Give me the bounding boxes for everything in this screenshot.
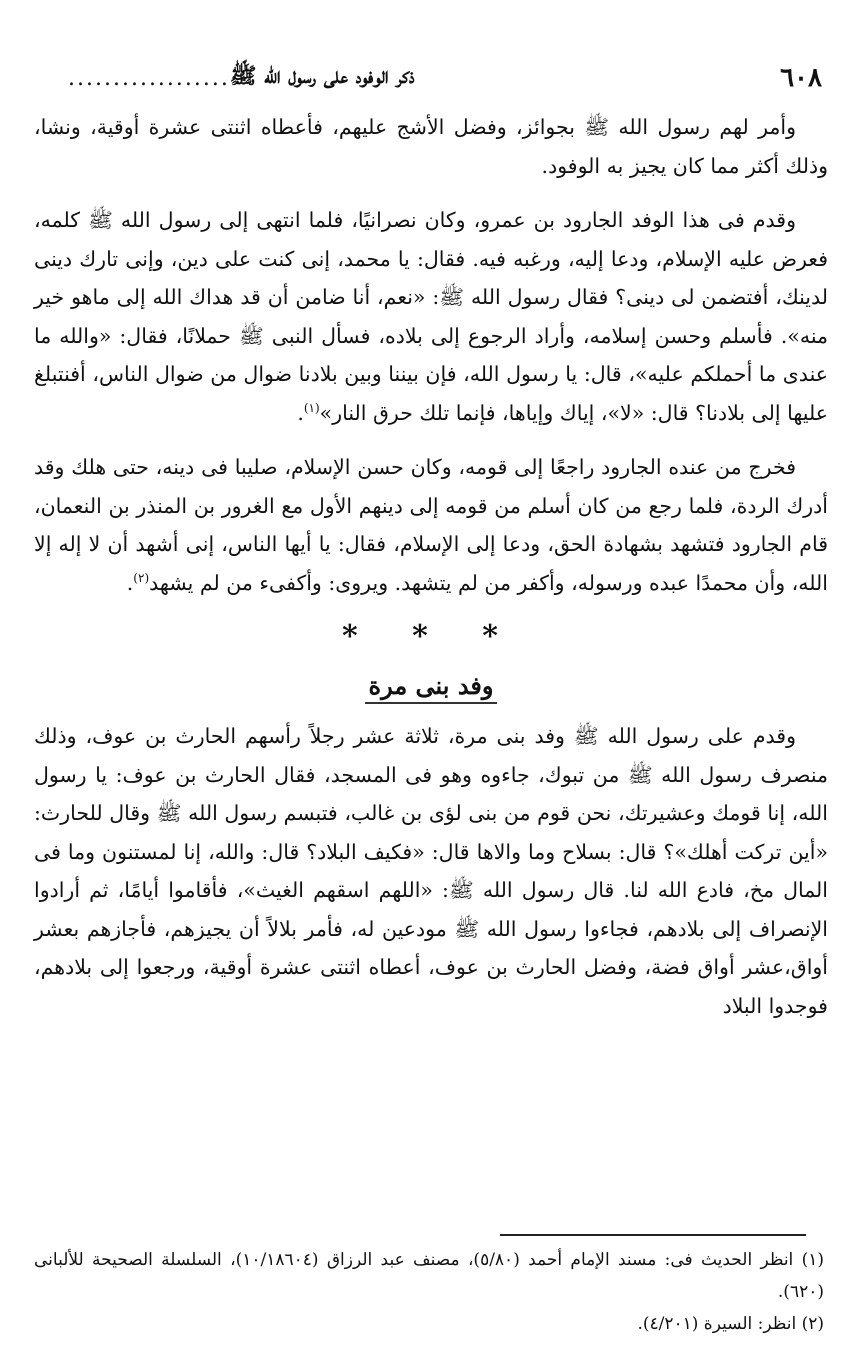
footnote-2: (٢) انظر: السيرة (٤/٢٠١). [637, 1314, 824, 1334]
paragraph-3 [34, 448, 828, 602]
sentence-end: . [297, 400, 304, 425]
page-header [62, 58, 822, 98]
section-title [34, 667, 828, 706]
footnote-separator [500, 1234, 806, 1236]
leader-dots: .................. [68, 65, 230, 91]
section-title-text: وفد بنى مرة [365, 671, 498, 704]
paragraph-2-text: وقدم فى هذا الوفد الجارود بن عمرو، وكان نصرانيًا، فلما انتهى إلى رسول الله ﷺ كلمه، فعرض عليه الإسلام، ودعا إليه، ورغبه فيه. فقال: يا محمد، إنى كنت على دين، وإنى تارك دينى لدينك، أفتضمن لى دينى؟ فقال رسول الله ﷺ: «نعم، أنا ضامن أن قد هداك الله إلى ماهو خير منه». فأسلم وحسن إسلامه، وأراد الرجوع إلى بلاده، فسأل النبى ﷺ حملانًا، فقال: «والله ما عندى ما أحملكم عليه»، قال: يا رسول الله، فإن بيننا وبين بلادنا ضوال من ضوال الناس، أفنتبلغ عليها إلى بلادنا؟ قال: «لا»، إياك وإياها، فإنما تلك حرق النار» [34, 208, 828, 425]
sentence-end: . [126, 570, 134, 595]
paragraph-2 [34, 201, 828, 432]
section-divider-stars: * * * [342, 619, 520, 654]
running-title-text: ذكر الوفود على رسول الله ﷺ [229, 63, 415, 89]
paragraph-4 [34, 717, 828, 1025]
paragraph-4-text: وقدم على رسول الله ﷺ وفد بنى مرة، ثلاثة عشر رجلاً رأسهم الحارث بن عوف، وذلك منصرف رسول الله ﷺ من تبوك، جاءوه وهو فى المسجد، فقال الحارث بن عوف: يا رسول الله، إنا قومك وعشيرتك، نحن قوم من بنى لؤى بن غالب، فتبسم رسول الله ﷺ وقال للحارث: «أين تركت أهلك»؟ قال: بسلاح وما والاها قال: «فكيف البلاد؟ قال: والله، إنا لمستنون وما فى المال مخ، فادع الله لنا. قال رسول الله ﷺ: «اللهم اسقهم الغيث»، فأقاموا أيامًا، ثم أرادوا الإنصراف إلى بلادهم، فجاءوا رسول الله ﷺ مودعين له، فأمر بلالاً أن يجيزهم، فأجازهم بعشر أواق،عشر أواق فضة، وفضل الحارث بن عوف، أعطاه اثنتى عشرة أوقية، ورجعوا إلى بلادهم، فوجدوا البلاد [34, 724, 828, 1018]
footnotes [34, 1244, 824, 1340]
paragraph-1-text: وأمر لهم رسول الله ﷺ بجوائز، وفضل الأشج عليهم، فأعطاه اثنتى عشرة أوقية، ونشا، وذلك أكثر مما كان يجيز به الوفود. [34, 115, 828, 178]
paragraph-1 [34, 108, 828, 185]
footnote-1: (١) انظر الحديث فى: مسند الإمام أحمد (٥/٨٠)، مصنف عبد الرزاق (١٠/١٨٦٠٤)، السلسلة الصحيحة للألبانى (٦٢٠). [34, 1250, 824, 1302]
page-number: ٦٠٨ [780, 63, 822, 93]
paragraph-3-text: فخرج من عنده الجارود راجعًا إلى قومه، وكان حسن الإسلام، صليبا فى دينه، حتى هلك وقد أدرك الردة، فلما رجع من كان أسلم من قومه إلى دينهم الأول مع الغرور بن المنذر بن النعمان، قام الجارود فتشهد بشهادة الحق، ودعا إلى الإسلام، فقال: يا أيها الناس، إنى أشهد أن لا إله إلا الله، وأن محمدًا عبده ورسوله، وأكفر من لم يتشهد. ويروى: وأكفىء من لم يشهد [34, 455, 828, 595]
footnote-ref-1[interactable]: (١) [303, 400, 320, 415]
footnote-ref-2[interactable]: (٢) [133, 570, 150, 585]
running-title [62, 62, 415, 94]
body-text [34, 108, 828, 1041]
